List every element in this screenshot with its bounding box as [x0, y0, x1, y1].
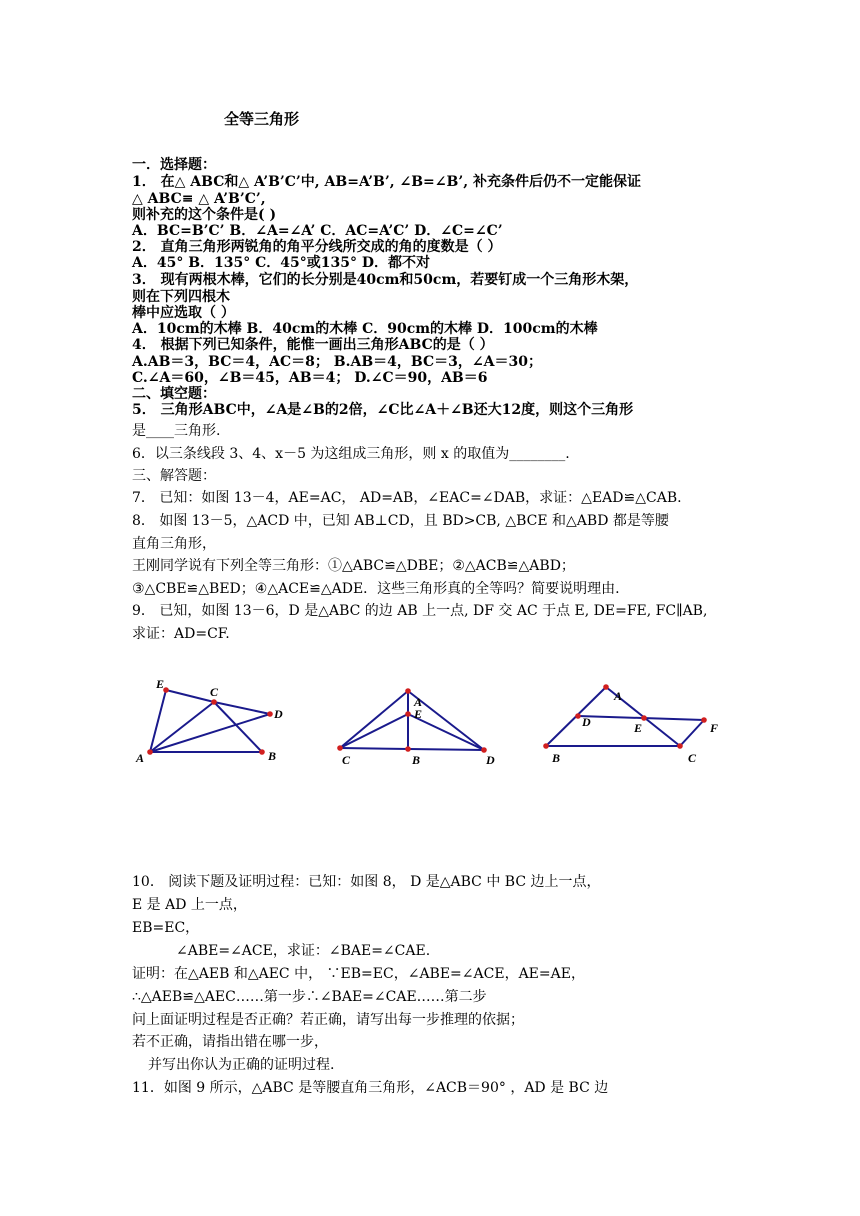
question-2-options: A．45° B．135° C．45°或135° D．都不对 — [132, 255, 431, 271]
figure-label: E — [414, 707, 423, 721]
question-5-line1: 5． 三角形ABC中，∠A是∠B的2倍，∠C比∠A＋∠B还大12度，则这个三角形 — [132, 402, 634, 418]
figure-label: D — [274, 707, 283, 721]
question-8-line1: 8． 如图 13－5，△ACD 中，已知 AB⊥CD，且 BD>CB, △BCE 和△ABD 都是等腰 — [132, 513, 669, 529]
page-title: 全等三角形 — [224, 110, 300, 128]
question-10-line4: ∠ABE=∠ACE，求证：∠BAE=∠CAE. — [176, 943, 431, 959]
question-10-line3: EB=EC， — [132, 920, 200, 936]
question-3-line2: 则在下列四根木 — [132, 289, 230, 305]
section-heading-choice: 一．选择题： — [132, 157, 216, 173]
question-10-line8: 若不正确，请指出错在哪一步， — [132, 1034, 328, 1050]
question-10-line1: 10． 阅读下题及证明过程：已知：如图 8， D 是△ABC 中 BC 边上一点， — [132, 874, 601, 890]
figure-label: F — [710, 721, 719, 735]
figure-label: A — [136, 751, 145, 765]
question-4-line2: A.AB＝3，BC＝4，AC＝8； B.AB＝4，BC＝3，∠A＝30； — [132, 354, 542, 370]
question-3-line3: 棒中应选取（ ） — [132, 305, 235, 321]
question-9-line2: 求证：AD=CF. — [132, 626, 230, 642]
question-1-line1: 1． 在△ ABC和△ A’B’C’中, AB=A’B’, ∠B=∠B’, 补充条件后仍不一定能保证 — [132, 174, 641, 190]
question-3-options: A．10cm的木棒 B．40cm的木棒 C．90cm的木棒 D．100cm的木棒 — [132, 321, 598, 337]
question-1-line3: 则补充的这个条件是( ) — [132, 207, 277, 223]
figure-label: B — [412, 753, 421, 767]
figure-label: C — [688, 751, 697, 765]
question-6: 6．以三条线段 3、4、x－5 为这组成三角形，则 x 的取值为________. — [132, 446, 570, 462]
figure-label: C — [342, 753, 351, 767]
figure-label: C — [210, 685, 219, 699]
question-5-line2: 是____三角形. — [132, 423, 221, 439]
figure-13-6 — [540, 660, 740, 770]
question-10-line5: 证明：在△AEB 和△AEC 中， ∵EB=EC，∠ABE=∠ACE，AE=AE， — [132, 966, 585, 982]
question-1-line2: △ ABC≡ △ A’B’C’, — [132, 191, 266, 207]
question-2-line1: 2． 直角三角形两锐角的角平分线所交成的角的度数是（ ） — [132, 239, 502, 255]
figure-label: A — [614, 689, 623, 703]
question-9-line1: 9． 已知，如图 13－6，D 是△ABC 的边 AB 上一点, DF 交 AC 于点 E, DE=FE, FC∥AB, — [132, 603, 708, 619]
question-3-line1: 3． 现有两根木棒，它们的长分别是40cm和50cm，若要钉成一个三角形木架， — [132, 272, 639, 288]
question-10-line7: 问上面证明过程是否正确？若正确，请写出每一步推理的依据； — [132, 1012, 524, 1028]
figure-13-4 — [130, 660, 300, 770]
figure-label: D — [582, 715, 591, 729]
figure-label: A — [414, 695, 423, 709]
question-7: 7． 已知：如图 13－4，AE=AC， AD=AB，∠EAC=∠DAB，求证：△EAD≌△CAB. — [132, 490, 682, 506]
section-heading-solve: 三、解答题： — [132, 468, 216, 484]
figure-13-5 — [330, 660, 510, 770]
question-10-line9: 并写出你认为正确的证明过程. — [148, 1057, 335, 1073]
question-8-line3: 王刚同学说有下列全等三角形：①△ABC≌△DBE；②△ACB≌△ABD； — [132, 558, 575, 574]
figure-label: D — [486, 753, 495, 767]
figure-label: E — [634, 721, 643, 735]
section-heading-fill: 二、填空题： — [132, 386, 216, 402]
question-8-line4: ③△CBE≌△BED；④△ACE≌△ADE．这些三角形真的全等吗？简要说明理由. — [132, 581, 620, 597]
question-1-options: A．BC=B’C’ B．∠A=∠A’ C．AC=A’C’ D．∠C=∠C’ — [132, 223, 503, 239]
figure-label: B — [552, 751, 561, 765]
figure-label: B — [268, 749, 277, 763]
question-8-line2: 直角三角形， — [132, 536, 216, 552]
figure-label: E — [156, 677, 165, 691]
question-10-line6: ∴△AEB≌△AEC……第一步∴∠BAE=∠CAE……第二步 — [132, 989, 487, 1005]
question-10-line2: E 是 AD 上一点， — [132, 897, 247, 913]
question-11: 11．如图 9 所示，△ABC 是等腰直角三角形，∠ACB＝90° ，AD 是 BC 边 — [132, 1080, 609, 1096]
question-4-line3: C.∠A＝60，∠B＝45，AB＝4； D.∠C＝90，AB＝6 — [132, 370, 488, 386]
question-4-line1: 4． 根据下列已知条件，能惟一画出三角形ABC的是（ ） — [132, 337, 494, 353]
